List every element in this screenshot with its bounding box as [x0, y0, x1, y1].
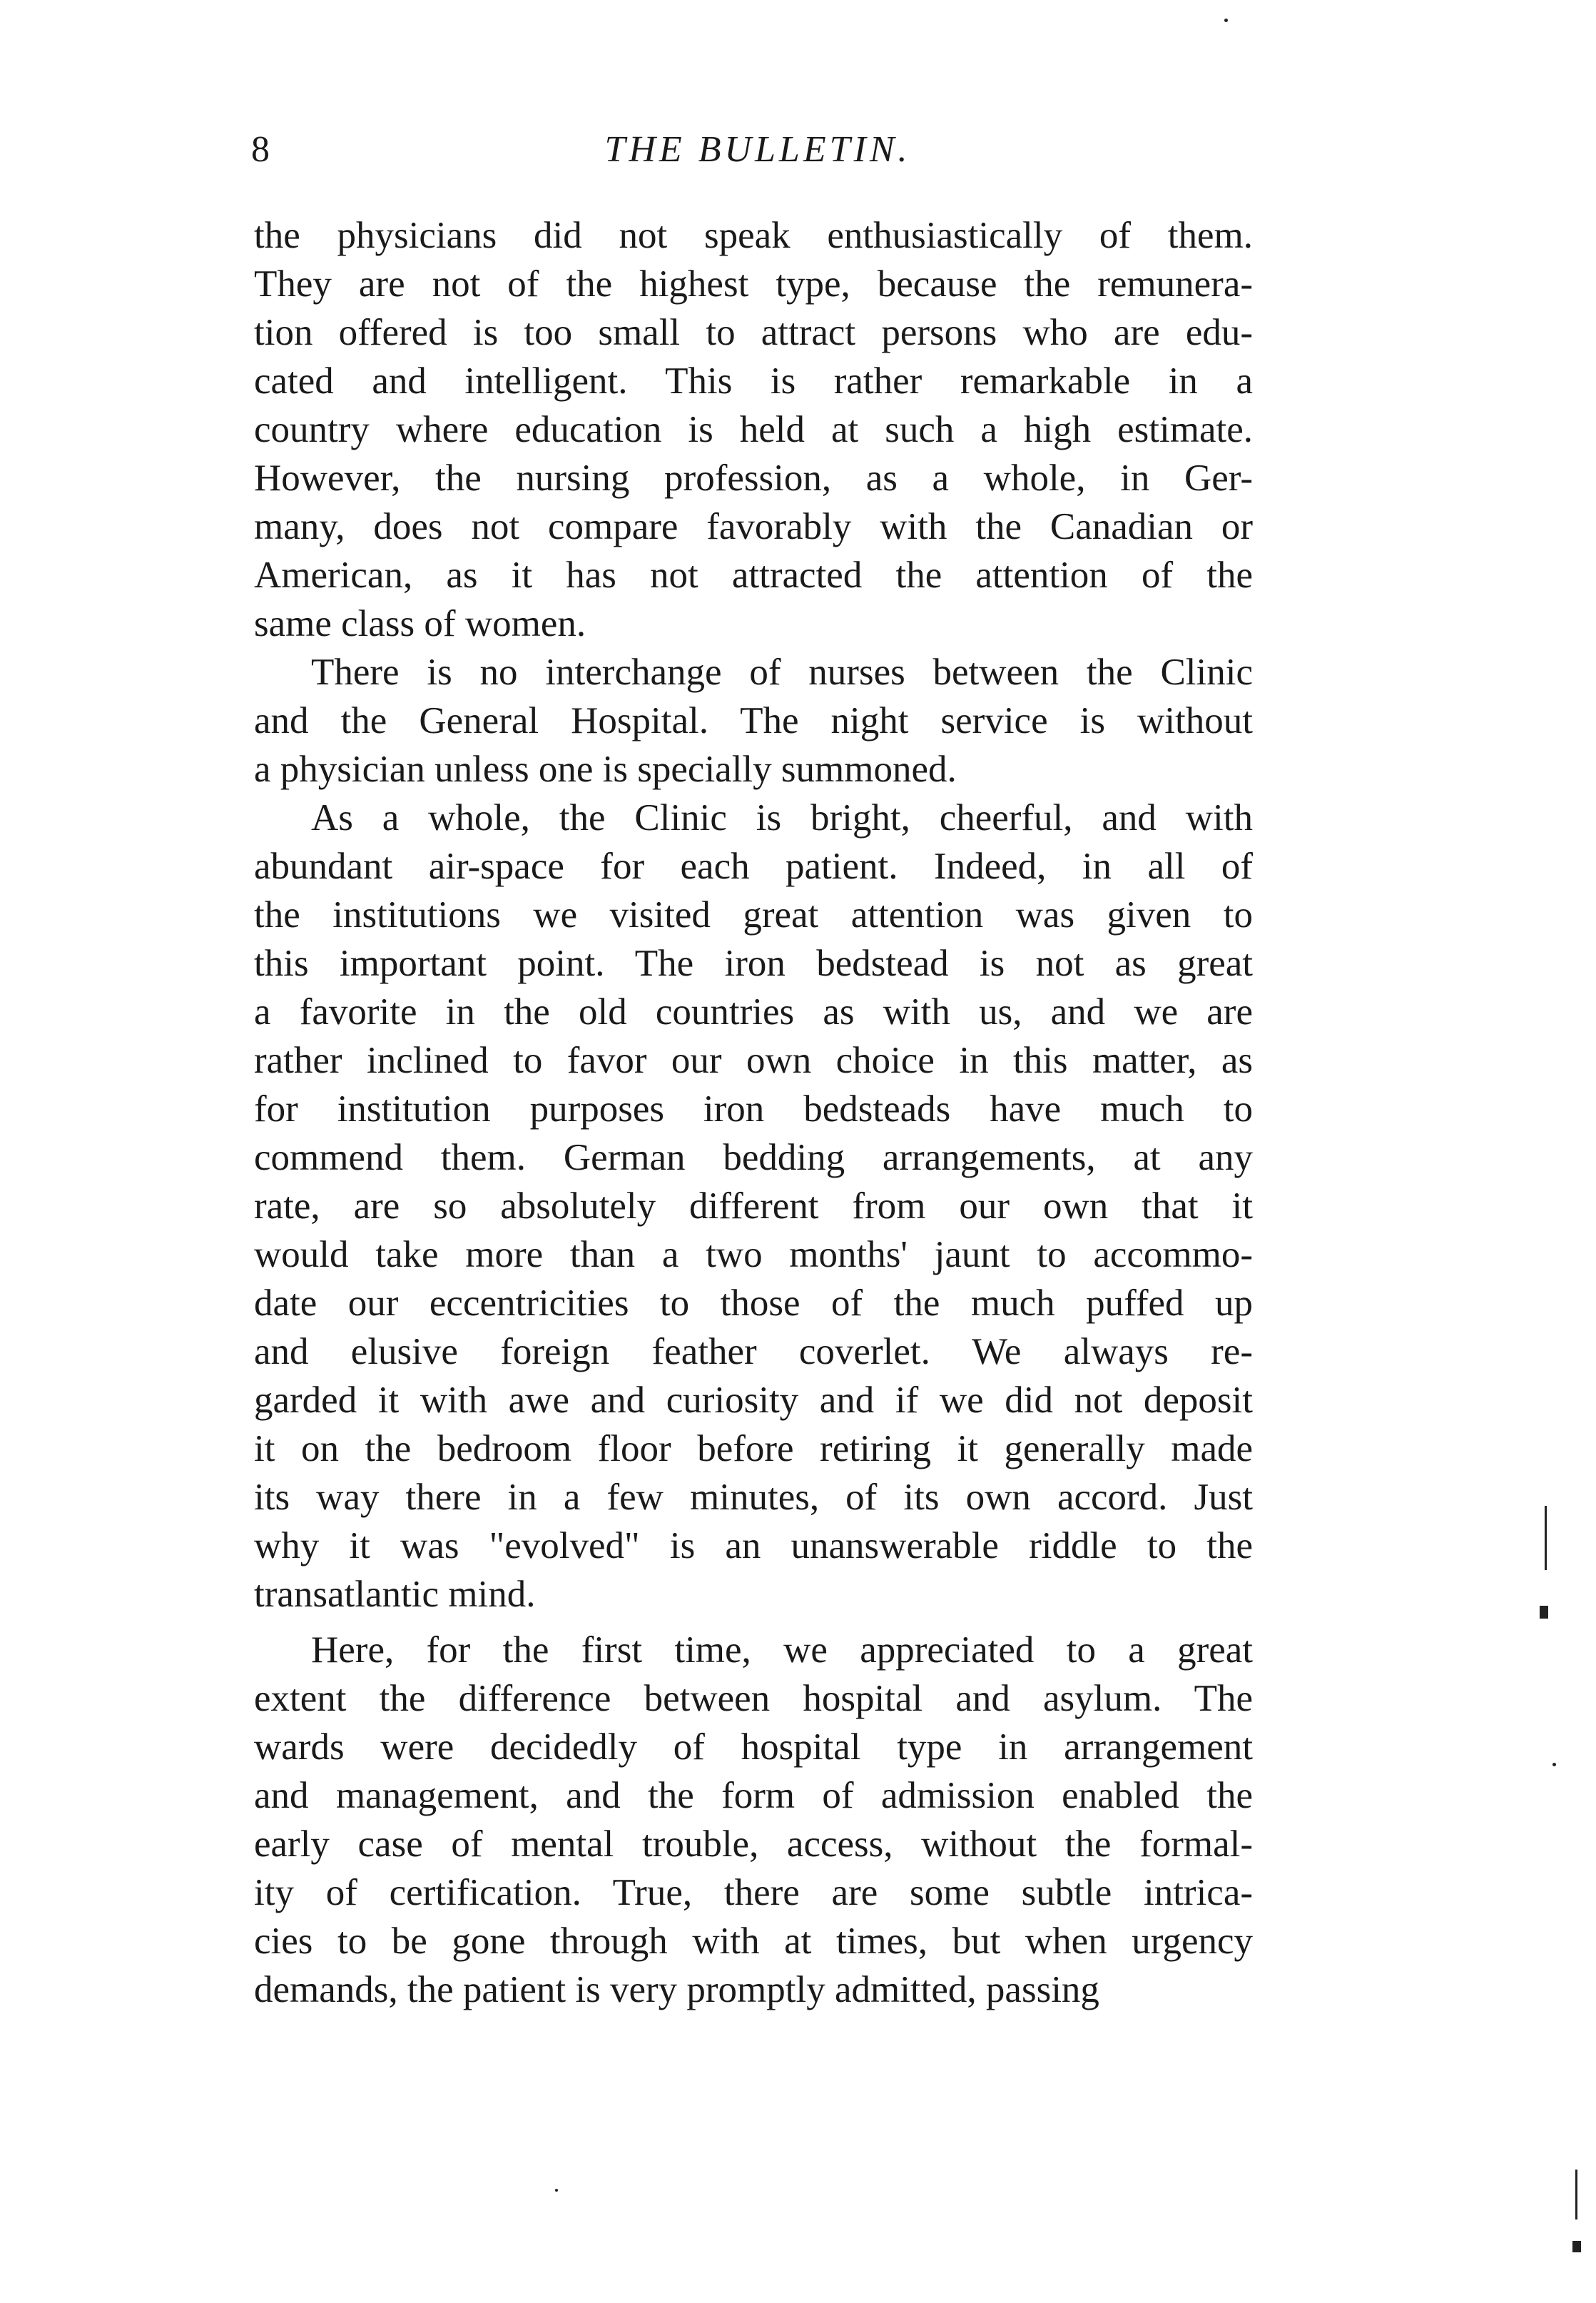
text-line: Here, for the first time, we appreciated to a great — [311, 1629, 1253, 1671]
text-line: extent the difference between hospital and asylum. The — [254, 1678, 1253, 1719]
text-line: They are not of the highest type, because the remunera- — [254, 263, 1253, 305]
scan-artifact — [555, 2189, 558, 2192]
text-line: and management, and the form of admission enabled the — [254, 1775, 1253, 1816]
scan-artifact — [1575, 2170, 1577, 2220]
text-line: it on the bedroom floor before retiring it generally made — [254, 1428, 1253, 1469]
text-line: why it was "evolved" is an unanswerable riddle to the — [254, 1525, 1253, 1566]
text-line: many, does not compare favorably with the Canadian or — [254, 506, 1253, 547]
text-line: and the General Hospital. The night service is without — [254, 700, 1253, 741]
text-line: ity of certification. True, there are some subtle intrica- — [254, 1872, 1253, 1913]
text-line: abundant air-space for each patient. Indeed, in all of — [254, 846, 1253, 887]
text-line: cated and intelligent. This is rather remarkable in a — [254, 360, 1253, 402]
text-line: rate, are so absolutely different from our own that it — [254, 1185, 1253, 1227]
text-line: cies to be gone through with at times, but when urgency — [254, 1920, 1253, 1962]
text-line: tion offered is too small to attract persons who are edu- — [254, 312, 1253, 353]
text-line: country where education is held at such a high estimate. — [254, 409, 1253, 450]
page-number: 8 — [251, 129, 270, 170]
text-line: would take more than a two months' jaunt to accommo- — [254, 1234, 1253, 1275]
text-line: the physicians did not speak enthusiastically of them. — [254, 215, 1253, 256]
text-line: rather inclined to favor our own choice in this matter, as — [254, 1040, 1253, 1081]
text-line: its way there in a few minutes, of its own accord. Just — [254, 1477, 1253, 1518]
paragraph — [254, 1626, 1253, 2014]
text-line: and elusive foreign feather coverlet. We always re- — [254, 1331, 1253, 1372]
paragraph — [254, 794, 1253, 1619]
text-line: However, the nursing profession, as a whole, in Ger- — [254, 457, 1253, 499]
text-line: for institution purposes iron bedsteads have much to — [254, 1088, 1253, 1130]
paragraph — [254, 211, 1253, 648]
text-line: transatlantic mind. — [254, 1574, 536, 1615]
journal-title: THE BULLETIN. — [604, 129, 911, 170]
text-line: As a whole, the Clinic is bright, cheerful, and with — [311, 797, 1253, 839]
text-line: garded it with awe and curiosity and if we did not deposit — [254, 1380, 1253, 1421]
text-line: a physician unless one is specially summoned. — [254, 749, 957, 790]
scan-artifact — [1552, 1763, 1556, 1766]
text-line: a favorite in the old countries as with us, and we are — [254, 991, 1253, 1033]
scan-artifact — [1545, 1506, 1547, 1570]
scan-artifact — [1224, 19, 1228, 22]
scan-artifact — [1572, 2241, 1581, 2252]
text-line: There is no interchange of nurses between the Clinic — [311, 652, 1253, 693]
text-line: this important point. The iron bedstead is not as great — [254, 943, 1253, 984]
text-line: date our eccentricities to those of the much puffed up — [254, 1282, 1253, 1324]
running-head — [251, 128, 1264, 186]
paragraph — [254, 648, 1253, 794]
text-line: early case of mental trouble, access, without the formal- — [254, 1823, 1253, 1865]
text-line: wards were decidedly of hospital type in arrangement — [254, 1726, 1253, 1768]
text-line: the institutions we visited great attention was given to — [254, 894, 1253, 936]
text-line: demands, the patient is very promptly admitted, passing — [254, 1969, 1099, 2010]
scan-artifact — [1540, 1606, 1548, 1619]
text-line: American, as it has not attracted the attention of the — [254, 555, 1253, 596]
text-line: commend them. German bedding arrangements, at any — [254, 1137, 1253, 1178]
text-line: same class of women. — [254, 603, 586, 644]
body-text — [254, 211, 1253, 2014]
